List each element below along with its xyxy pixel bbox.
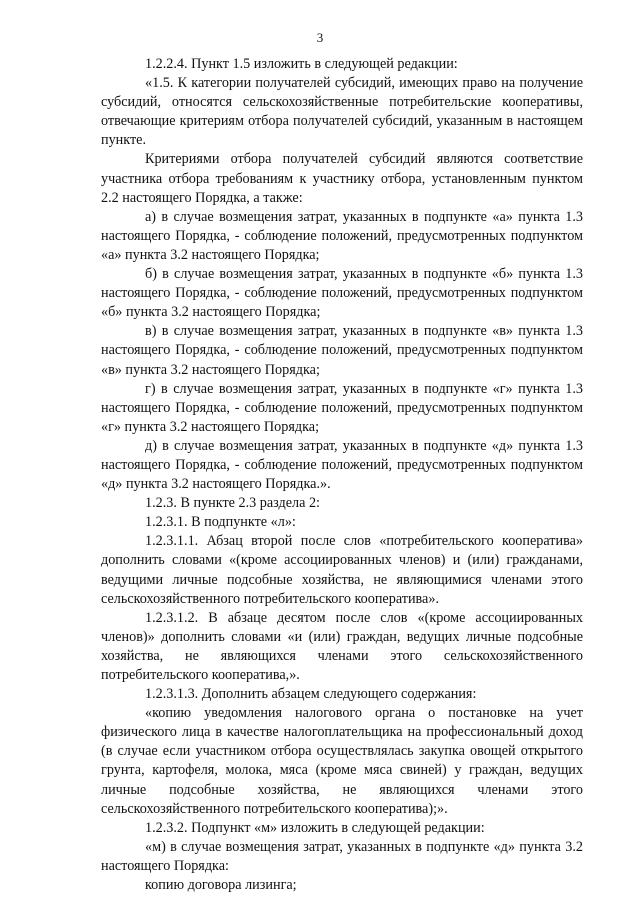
paragraph-subpoint-m: «м) в случае возмещения затрат, указанных в подпункте «д» пункта 3.2 настоящего Порядка: — [101, 838, 583, 874]
paragraph-selection-criteria: Критериями отбора получателей субсидий являются соответствие участника отбора требованиям к участнику отбора, установленным пунктом 2.2 настоящего Порядка, а также: — [101, 151, 583, 206]
paragraph-1-2-3-1-1: 1.2.3.1.1. Абзац второй после слов «потребительского кооператива» дополнить словами «(кроме ассоциированных членов) и (или) гражданами, ведущими личные подсобные хозяйства, не являющимися членами этого сельскохозяйственного потребительского кооператива». — [101, 533, 583, 607]
paragraph-point-1-5: «1.5. К категории получателей субсидий, имеющих право на получение субсидий, относятся сельскохозяйственные потребительские кооперативы, отвечающие критериям отбора получателей субсидий, указанным в настоящем пункте. — [101, 75, 583, 149]
paragraph-1-2-3-1-2: 1.2.3.1.2. В абзаце десятом после слов «(кроме ассоциированных членов)» дополнить словами «и (или) граждан, ведущих личные подсобные хозяйства, не являющихся членами этого сельскохозяйственного потребительского кооператива,». — [101, 609, 583, 683]
paragraph-notification-copy: «копию уведомления налогового органа о постановке на учет физического лица в качестве налогоплательщика на профессиональный доход (в случае если участником отбора осуществлялась закупка овощей открытого грунта, картофеля, молока, мяса (кроме мяса свиней) у граждан, ведущих личные подсобные хозяйства, не являющихся членами этого сельскохозяйственного потребительского кооператива);». — [101, 705, 583, 817]
paragraph-1-2-3-2: 1.2.3.2. Подпункт «м» изложить в следующей редакции: — [145, 819, 485, 836]
page-number: 3 — [316, 30, 324, 45]
paragraph-1-2-3-1: 1.2.3.1. В подпункте «л»: — [145, 514, 296, 531]
paragraph-1-2-3: 1.2.3. В пункте 2.3 раздела 2: — [145, 495, 321, 512]
document-body — [101, 55, 583, 895]
paragraph-criterion-b: б) в случае возмещения затрат, указанных в подпункте «б» пункта 1.3 настоящего Порядка, - соблюдение положений, предусмотренных подпунктом «б» пункта 3.2 настоящего Порядка; — [101, 266, 583, 321]
paragraph-criterion-v: в) в случае возмещения затрат, указанных в подпункте «в» пункта 1.3 настоящего Порядка, - соблюдение положений, предусмотренных подпунктом «в» пункта 3.2 настоящего Порядка; — [101, 323, 583, 378]
paragraph-criterion-d: д) в случае возмещения затрат, указанных в подпункте «д» пункта 1.3 настоящего Порядка, - соблюдение положений, предусмотренных подпунктом «д» пункта 3.2 настоящего Порядка.». — [101, 437, 583, 493]
paragraph-1-2-3-1-3: 1.2.3.1.3. Дополнить абзацем следующего содержания: — [145, 686, 477, 703]
paragraph-1-2-2-4: 1.2.2.4. Пункт 1.5 изложить в следующей редакции: — [145, 56, 458, 72]
paragraph-criterion-a: а) в случае возмещения затрат, указанных в подпункте «а» пункта 1.3 настоящего Порядка, - соблюдение положений, предусмотренных подпунктом «а» пункта 3.2 настоящего Порядка; — [101, 208, 583, 263]
paragraph-leasing-contract: копию договора лизинга; — [145, 877, 297, 894]
paragraph-criterion-g: г) в случае возмещения затрат, указанных в подпункте «г» пункта 1.3 настоящего Порядка, - соблюдение положений, предусмотренных подпунктом «г» пункта 3.2 настоящего Порядка; — [101, 380, 583, 435]
